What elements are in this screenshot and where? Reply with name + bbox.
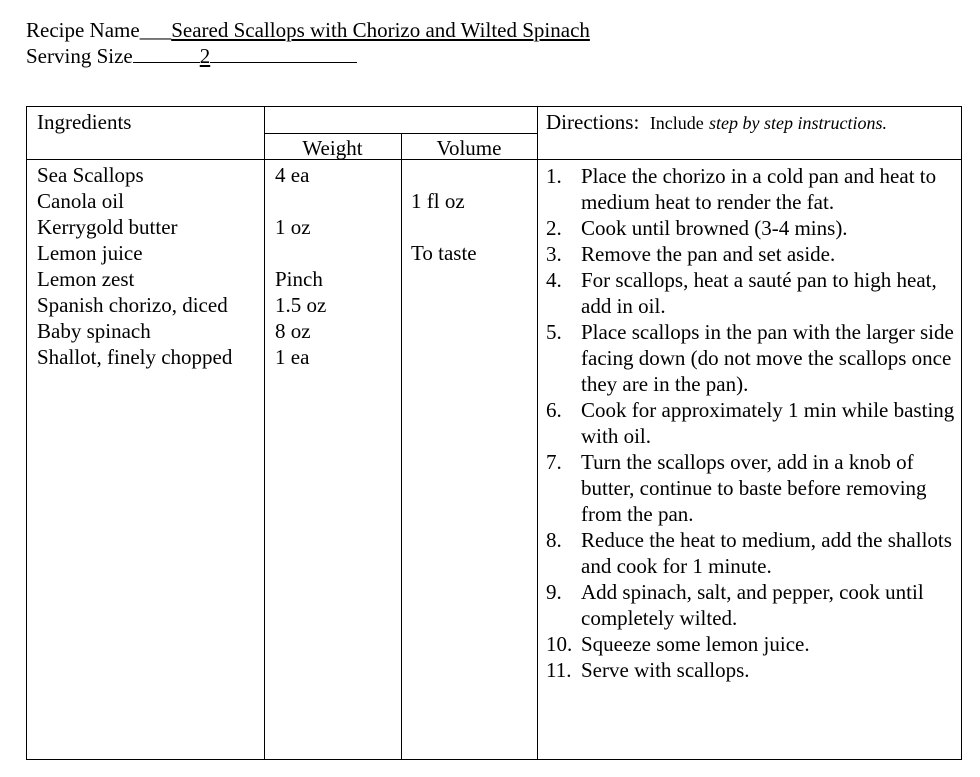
direction-step: [546, 397, 956, 449]
ingredient-volume: [411, 292, 477, 318]
divider-directions-header: [537, 159, 962, 160]
ingredient-volume: [411, 344, 477, 370]
ingredient-weight: Pinch: [275, 267, 323, 291]
ingredient-name: Canola oil: [37, 189, 124, 213]
step-number: 8.: [546, 528, 562, 552]
step-number: 2.: [546, 216, 562, 240]
ingredient-weight: 1.5 oz: [275, 293, 327, 317]
directions-title: Directions:: [546, 110, 640, 134]
step-number: 11.: [546, 658, 572, 682]
recipe-name-label: Recipe Name___: [26, 18, 172, 42]
directions-header: [546, 109, 887, 136]
ingredient-weight: 1 oz: [275, 215, 311, 239]
direction-step: [546, 215, 956, 241]
step-number: 6.: [546, 398, 562, 422]
ingredient-volume: [411, 162, 477, 188]
ingredient-weight: 4 ea: [275, 163, 310, 187]
ingredient-weight: [275, 240, 326, 266]
ingredient-volume: [411, 318, 477, 344]
step-text: Remove the pan and set aside.: [581, 242, 836, 266]
ingredient-volumes-column: [411, 162, 477, 370]
ingredient-volume: [411, 214, 477, 240]
step-text: Serve with scallops.: [581, 658, 750, 682]
divider-weight-volume: [401, 133, 402, 759]
ingredient-name: Shallot, finely chopped: [37, 345, 233, 369]
serving-size-value: 2: [199, 44, 211, 68]
serving-size-blank-left: [133, 44, 200, 63]
direction-step: [546, 267, 956, 319]
ingredient-name: Sea Scallops: [37, 163, 144, 187]
step-text: Turn the scallops over, add in a knob of butter, continue to baste before removing from the pan.: [581, 450, 927, 526]
step-number: 5.: [546, 320, 562, 344]
divider-ingredients-weight: [264, 107, 265, 759]
step-text: Cook until browned (3-4 mins).: [581, 216, 848, 240]
direction-step: [546, 527, 956, 579]
direction-step: [546, 163, 956, 215]
weight-header: Weight: [302, 136, 363, 160]
recipe-table: [26, 106, 962, 760]
ingredient-volume: To taste: [411, 241, 477, 265]
recipe-name-value: Seared Scallops with Chorizo and Wilted Spinach: [171, 18, 590, 42]
serving-size-line: [26, 44, 357, 68]
step-number: 1.: [546, 164, 562, 188]
step-text: For scallops, heat a sauté pan to high heat, add in oil.: [581, 268, 937, 318]
volume-header: Volume: [436, 136, 502, 160]
ingredient-names-column: [37, 162, 232, 370]
serving-size-blank-right: [210, 44, 357, 63]
ingredient-volume: 1 fl oz: [411, 189, 465, 213]
step-number: 9.: [546, 580, 562, 604]
serving-size-label: Serving Size: [26, 44, 133, 68]
ingredient-volume: [411, 266, 477, 292]
step-number: 4.: [546, 268, 562, 292]
step-text: Reduce the heat to medium, add the shallots and cook for 1 minute.: [581, 528, 952, 578]
direction-step: [546, 241, 956, 267]
ingredient-name: Kerrygold butter: [37, 215, 178, 239]
divider-subheader: [264, 133, 537, 134]
step-number: 7.: [546, 450, 562, 474]
step-text: Add spinach, salt, and pepper, cook until completely wilted.: [581, 580, 924, 630]
step-number: 10.: [546, 632, 573, 656]
step-text: Squeeze some lemon juice.: [581, 632, 810, 656]
step-text: Place the chorizo in a cold pan and heat to medium heat to render the fat.: [581, 164, 937, 214]
ingredient-weight: 1 ea: [275, 345, 310, 369]
divider-volume-directions: [537, 107, 538, 759]
ingredient-weight: [275, 188, 326, 214]
step-text: Place scallops in the pan with the larger side facing down (do not move the scallops once they are in the pan).: [581, 320, 954, 396]
ingredient-name: Spanish chorizo, diced: [37, 293, 228, 317]
direction-step: [546, 657, 956, 683]
ingredient-name: Lemon juice: [37, 241, 143, 265]
ingredient-name: Lemon zest: [37, 267, 135, 291]
directions-note-prefix: Include: [649, 113, 704, 133]
recipe-name-line: [26, 18, 590, 42]
direction-step: [546, 579, 956, 631]
directions-list: [546, 163, 956, 683]
ingredient-weights-column: [275, 162, 326, 370]
direction-step: [546, 319, 956, 397]
step-text: Cook for approximately 1 min while basting with oil.: [581, 398, 955, 448]
direction-step: [546, 631, 956, 657]
step-number: 3.: [546, 242, 562, 266]
direction-step: [546, 449, 956, 527]
ingredients-header: Ingredients: [37, 110, 132, 134]
ingredient-weight: 8 oz: [275, 319, 311, 343]
directions-note-italic: step by step instructions.: [709, 113, 888, 133]
ingredient-name: Baby spinach: [37, 319, 151, 343]
